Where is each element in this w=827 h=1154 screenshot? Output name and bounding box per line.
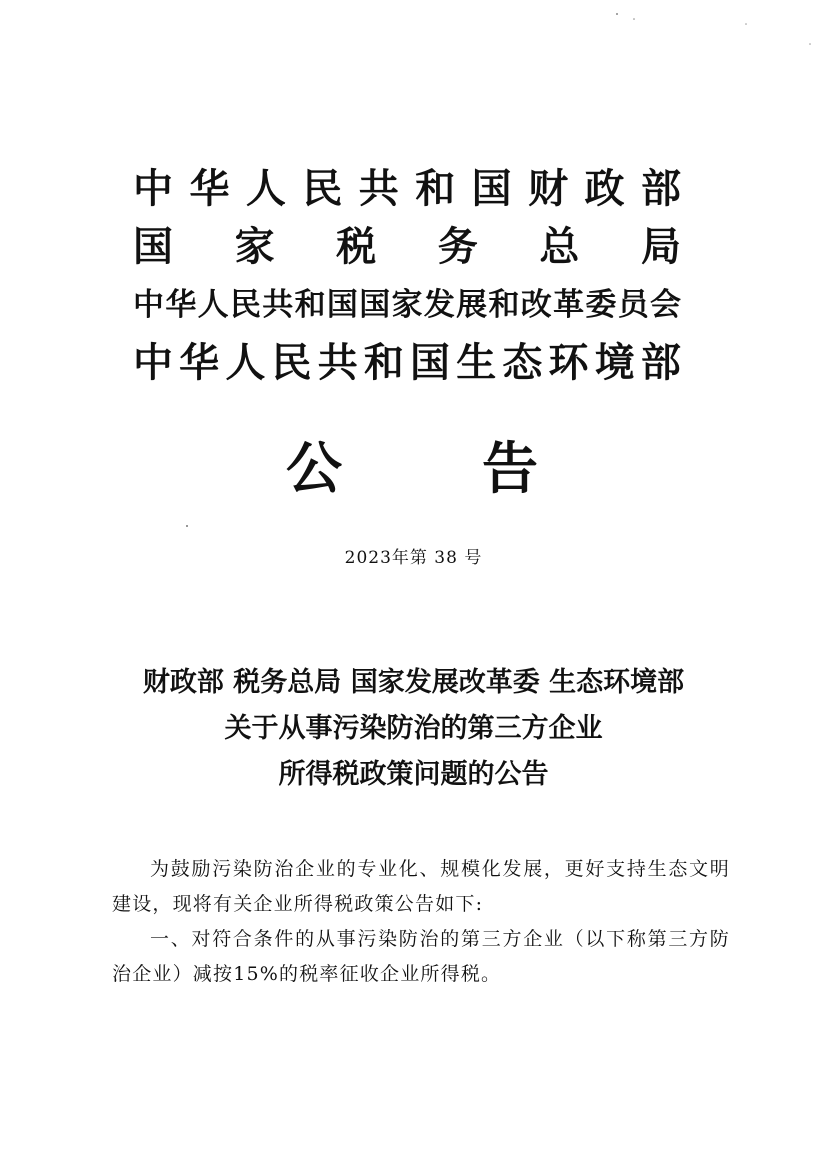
issuer-char: 人 <box>225 340 266 386</box>
issuer-char: 中 <box>133 340 173 386</box>
issuer-char: 家 <box>391 287 423 323</box>
notice-title <box>286 430 538 510</box>
issuer-char: 和 <box>294 287 326 323</box>
heading-line: 财政部 税务总局 国家发展改革委 生态环境部 <box>142 667 685 698</box>
issuer-char: 发 <box>423 287 455 323</box>
issuer-char: 税 <box>336 224 377 270</box>
body-text <box>112 852 730 992</box>
issuer-char: 国 <box>471 166 512 212</box>
issuer-char: 和 <box>415 166 456 212</box>
issuer-char: 家 <box>234 224 275 270</box>
issuer-char: 员 <box>617 287 649 323</box>
document-number: 2023年第 38 号 <box>344 548 483 568</box>
issuer-mee <box>133 334 681 392</box>
issuer-char: 华 <box>165 287 197 323</box>
issuer-char: 委 <box>585 287 617 323</box>
issuer-char: 国 <box>326 287 358 323</box>
issuer-char: 总 <box>539 224 580 270</box>
issuer-char: 中 <box>133 287 164 323</box>
issuer-sat <box>133 218 681 276</box>
issuer-char: 中 <box>133 166 173 212</box>
heading-line: 所得税政策问题的公告 <box>278 759 549 790</box>
issuer-char: 部 <box>640 340 681 386</box>
issuer-char: 人 <box>245 166 286 212</box>
paragraph-article-1: 一、对符合条件的从事污染防治的第三方企业（以下称第三方防治企业）减按15%的税率征收企业所得税。 <box>112 928 730 985</box>
heading-line: 关于从事污染防治的第三方企业 <box>224 713 603 744</box>
issuer-char: 态 <box>502 340 543 386</box>
issuer-char: 华 <box>179 340 220 386</box>
issuer-char: 革 <box>553 287 585 323</box>
issuer-char: 政 <box>584 166 625 212</box>
notice-title-char: 告 <box>482 437 538 502</box>
document-heading <box>0 660 827 798</box>
issuer-char: 共 <box>358 166 399 212</box>
issuer-char: 境 <box>594 340 635 386</box>
issuer-char: 局 <box>640 224 681 270</box>
paragraph-intro: 为鼓励污染防治企业的专业化、规模化发展，更好支持生态文明建设，现将有关企业所得税政策公告如下: <box>112 858 730 915</box>
issuer-char: 共 <box>317 340 358 386</box>
issuer-char: 部 <box>640 166 681 212</box>
issuer-char: 国 <box>359 287 391 323</box>
issuing-authorities <box>133 160 681 392</box>
issuer-char: 人 <box>197 287 229 323</box>
issuer-ndrc <box>133 276 681 334</box>
issuer-char: 和 <box>488 287 520 323</box>
notice-title-char: 公 <box>286 437 342 502</box>
issuer-char: 展 <box>456 287 488 323</box>
issuer-mof <box>133 160 681 218</box>
issuer-char: 生 <box>456 340 497 386</box>
issuer-char: 民 <box>229 287 261 323</box>
issuer-char: 国 <box>133 224 173 270</box>
issuer-char: 民 <box>271 340 312 386</box>
issuer-char: 共 <box>262 287 294 323</box>
issuer-char: 财 <box>528 166 569 212</box>
issuer-char: 国 <box>410 340 451 386</box>
issuer-char: 改 <box>520 287 552 323</box>
issuer-char: 和 <box>363 340 404 386</box>
issuer-char: 民 <box>302 166 343 212</box>
issuer-char: 会 <box>650 287 681 323</box>
issuer-char: 华 <box>189 166 230 212</box>
issuer-char: 务 <box>437 224 478 270</box>
issuer-char: 环 <box>548 340 589 386</box>
